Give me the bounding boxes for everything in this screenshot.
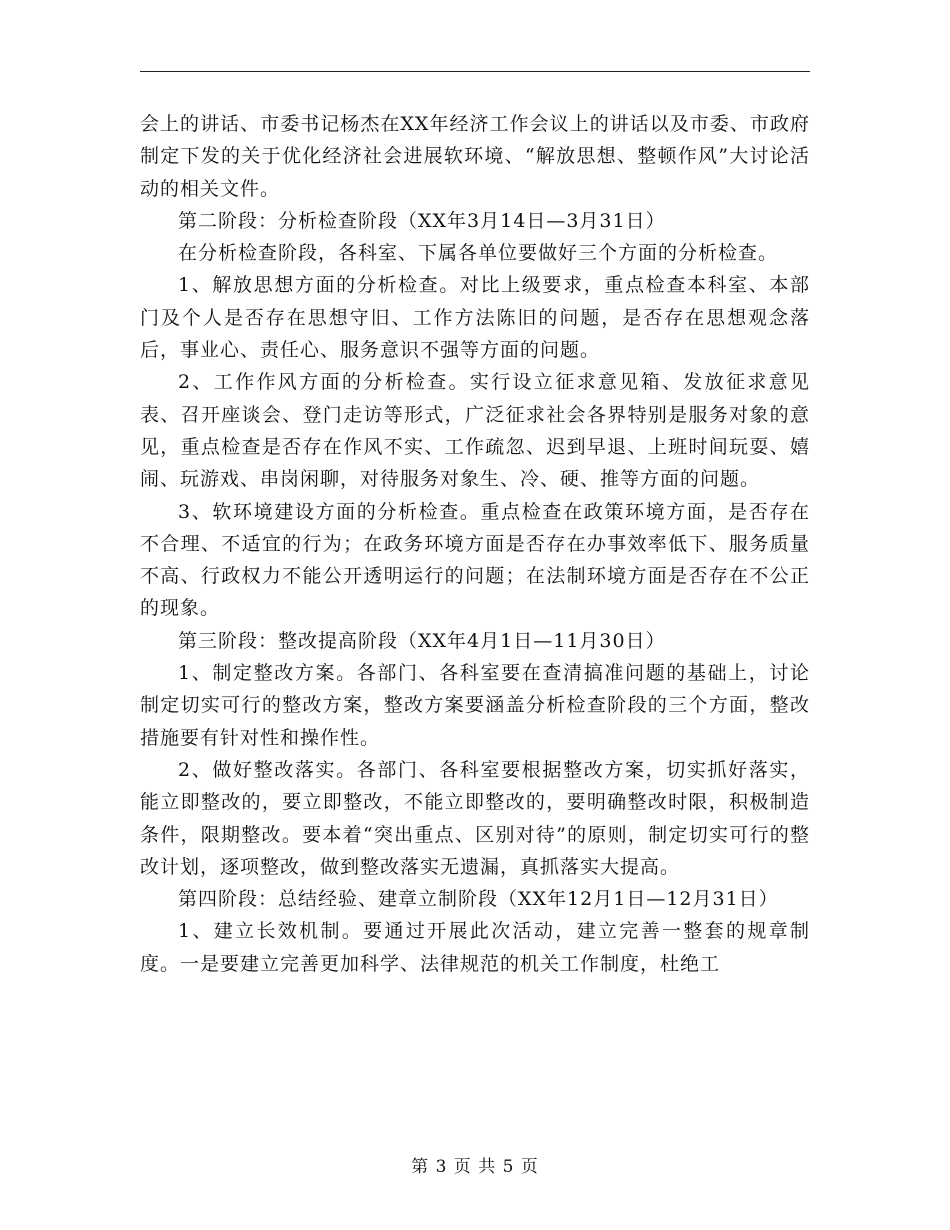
paragraph-stage-four-heading: 第四阶段：总结经验、建章立制阶段（XX年12月1日—12月31日） — [178, 888, 779, 911]
paragraph: 3、软环境建设方面的分析检查。重点检查在政策环境方面，是否存在不合理、不适宜的行为；在政务环境方面是否存在办事效率低下、服务质量不高、行政权力不能公开透明运行的问题；在法制环境方面是否存在不公正的现象。 — [140, 500, 810, 620]
paragraph-stage-two-heading: 第二阶段：分析检查阶段（XX年3月14日—3月31日） — [178, 209, 666, 232]
paragraph: 1、建立长效机制。要通过开展此次活动，建立完善一整套的规章制度。一是要建立完善更加科学、法律规范的机关工作制度，杜绝工 — [140, 920, 810, 975]
header-rule — [140, 71, 810, 72]
paragraph: 1、解放思想方面的分析检查。对比上级要求，重点检查本科室、本部门及个人是否存在思想守旧、工作方法陈旧的问题，是否存在思想观念落后，事业心、责任心、服务意识不强等方面的问题。 — [140, 274, 810, 362]
paragraph: 2、工作作风方面的分析检查。实行设立征求意见箱、发放征求意见表、召开座谈会、登门走访等形式，广泛征求社会各界特别是服务对象的意见，重点检查是否存在作风不实、工作疏忽、迟到早退、上班时间玩耍、嬉闹、玩游戏、串岗闲聊，对待服务对象生、冷、硬、推等方面的问题。 — [140, 371, 810, 491]
paragraph: 在分析检查阶段，各科室、下属各单位要做好三个方面的分析检查。 — [178, 242, 779, 265]
document-body — [140, 108, 810, 980]
paragraph-stage-three-heading: 第三阶段：整改提高阶段（XX年4月1日—11月30日） — [178, 629, 666, 652]
paragraph: 2、做好整改落实。各部门、各科室要根据整改方案，切实抓好落实，能立即整改的，要立即整改，不能立即整改的，要明确整改时限，积极制造条件，限期整改。要本着“突出重点、区别对待”的原则，制定切实可行的整改计划，逐项整改，做到整改落实无遗漏，真抓落实大提高。 — [140, 758, 810, 878]
paragraph: 会上的讲话、市委书记杨杰在XX年经济工作会议上的讲话以及市委、市政府制定下发的关于优化经济社会进展软环境、“解放思想、整顿作风”大讨论活动的相关文件。 — [140, 113, 810, 200]
paragraph: 1、制定整改方案。各部门、各科室要在查清搞准问题的基础上，讨论制定切实可行的整改方案，整改方案要涵盖分析检查阶段的三个方面，整改措施要有针对性和操作性。 — [140, 662, 810, 749]
page-number: 第 3 页 共 5 页 — [411, 1157, 539, 1177]
